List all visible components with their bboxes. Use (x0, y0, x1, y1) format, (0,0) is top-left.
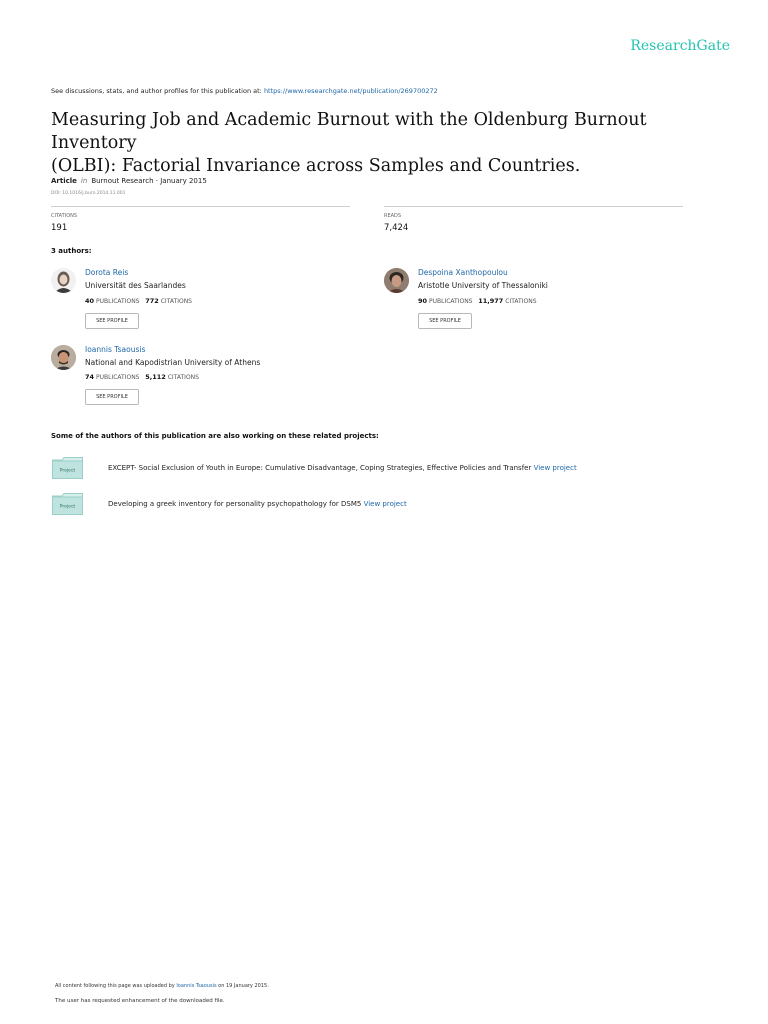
project-item (108, 464, 577, 472)
project-folder-icon[interactable] (52, 457, 83, 479)
view-project-link[interactable]: View project (533, 464, 577, 472)
citations-label: CITATIONS (51, 213, 78, 219)
project-icon-label: Project (59, 504, 76, 510)
reads-label: READS (384, 213, 402, 219)
publications-label: PUBLICATIONS (428, 298, 473, 305)
project-folder-icon[interactable] (52, 493, 83, 515)
discussion-prefix: See discussions, stats, and author profiles for this publication at: (51, 87, 264, 95)
author-affiliation: Aristotle University of Thessaloniki (418, 281, 548, 290)
see-profile-button[interactable]: SEE PROFILE (85, 389, 139, 405)
author-stats (85, 297, 192, 305)
project-title: Developing a greek inventory for personality psychopathology for DSM5 (108, 500, 364, 508)
publications-label: PUBLICATIONS (95, 374, 140, 381)
person-icon (51, 345, 76, 370)
citations-label: CITATIONS (160, 298, 192, 305)
project-item (108, 500, 407, 508)
title-line-2: (OLBI): Factorial Invariance across Samples and Countries. (51, 156, 581, 176)
author-avatar[interactable] (51, 345, 76, 370)
publication-meta (51, 177, 207, 185)
see-profile-button[interactable]: SEE PROFILE (85, 313, 139, 329)
reads-divider (384, 206, 683, 207)
article-type: Article (51, 177, 77, 185)
citations-label: CITATIONS (505, 298, 537, 305)
author-publications-count: 90 (418, 297, 428, 305)
author-publications-count: 40 (85, 297, 95, 305)
upload-prefix: All content following this page was uploaded by (55, 983, 177, 989)
author-affiliation: National and Kapodistrian University of Athens (85, 358, 261, 367)
enhancement-note: The user has requested enhancement of the downloaded file. (55, 998, 225, 1004)
person-icon (384, 268, 409, 293)
citations-value: 191 (51, 223, 68, 233)
journal-info: Burnout Research · January 2015 (91, 177, 207, 185)
uploader-link[interactable]: Ioannis Tsaousis (176, 983, 217, 989)
author-name-link[interactable]: Ioannis Tsaousis (85, 345, 146, 354)
see-profile-button[interactable]: SEE PROFILE (418, 313, 472, 329)
author-citations-count: 5,112 (145, 373, 166, 381)
reads-value: 7,424 (384, 223, 409, 233)
author-affiliation: Universität des Saarlandes (85, 281, 186, 290)
related-projects-heading: Some of the authors of this publication are also working on these related projects: (51, 432, 379, 440)
author-avatar[interactable] (51, 268, 76, 293)
author-stats (85, 373, 199, 381)
author-name-link[interactable]: Despoina Xanthopoulou (418, 268, 508, 277)
researchgate-logo[interactable]: ResearchGate (630, 38, 730, 54)
doi: DOI: 10.1016/j.burn.2014.11.001 (51, 191, 126, 196)
view-project-link[interactable]: View project (363, 500, 407, 508)
project-icon-label: Project (59, 468, 76, 474)
authors-heading: 3 authors: (51, 247, 92, 255)
citations-divider (51, 206, 350, 207)
discussion-line (51, 87, 438, 95)
author-citations-count: 772 (145, 297, 159, 305)
title-line-1: Measuring Job and Academic Burnout with the Oldenburg Burnout Inventory (51, 110, 647, 153)
citations-label: CITATIONS (167, 374, 199, 381)
publication-title (51, 109, 721, 178)
author-name-link[interactable]: Dorota Reis (85, 268, 129, 277)
author-citations-count: 11,977 (478, 297, 504, 305)
author-publications-count: 74 (85, 373, 95, 381)
author-stats (418, 297, 537, 305)
project-title: EXCEPT- Social Exclusion of Youth in Europe: Cumulative Disadvantage, Coping Strategies, Effective Policies and Transfer (108, 464, 534, 472)
publication-url-link[interactable]: https://www.researchgate.net/publication/269700272 (263, 87, 438, 95)
in-word: in (80, 177, 88, 185)
publications-label: PUBLICATIONS (95, 298, 140, 305)
upload-note (55, 983, 269, 989)
upload-suffix: on 19 January 2015. (216, 983, 269, 989)
author-avatar[interactable] (384, 268, 409, 293)
person-icon (51, 268, 76, 293)
